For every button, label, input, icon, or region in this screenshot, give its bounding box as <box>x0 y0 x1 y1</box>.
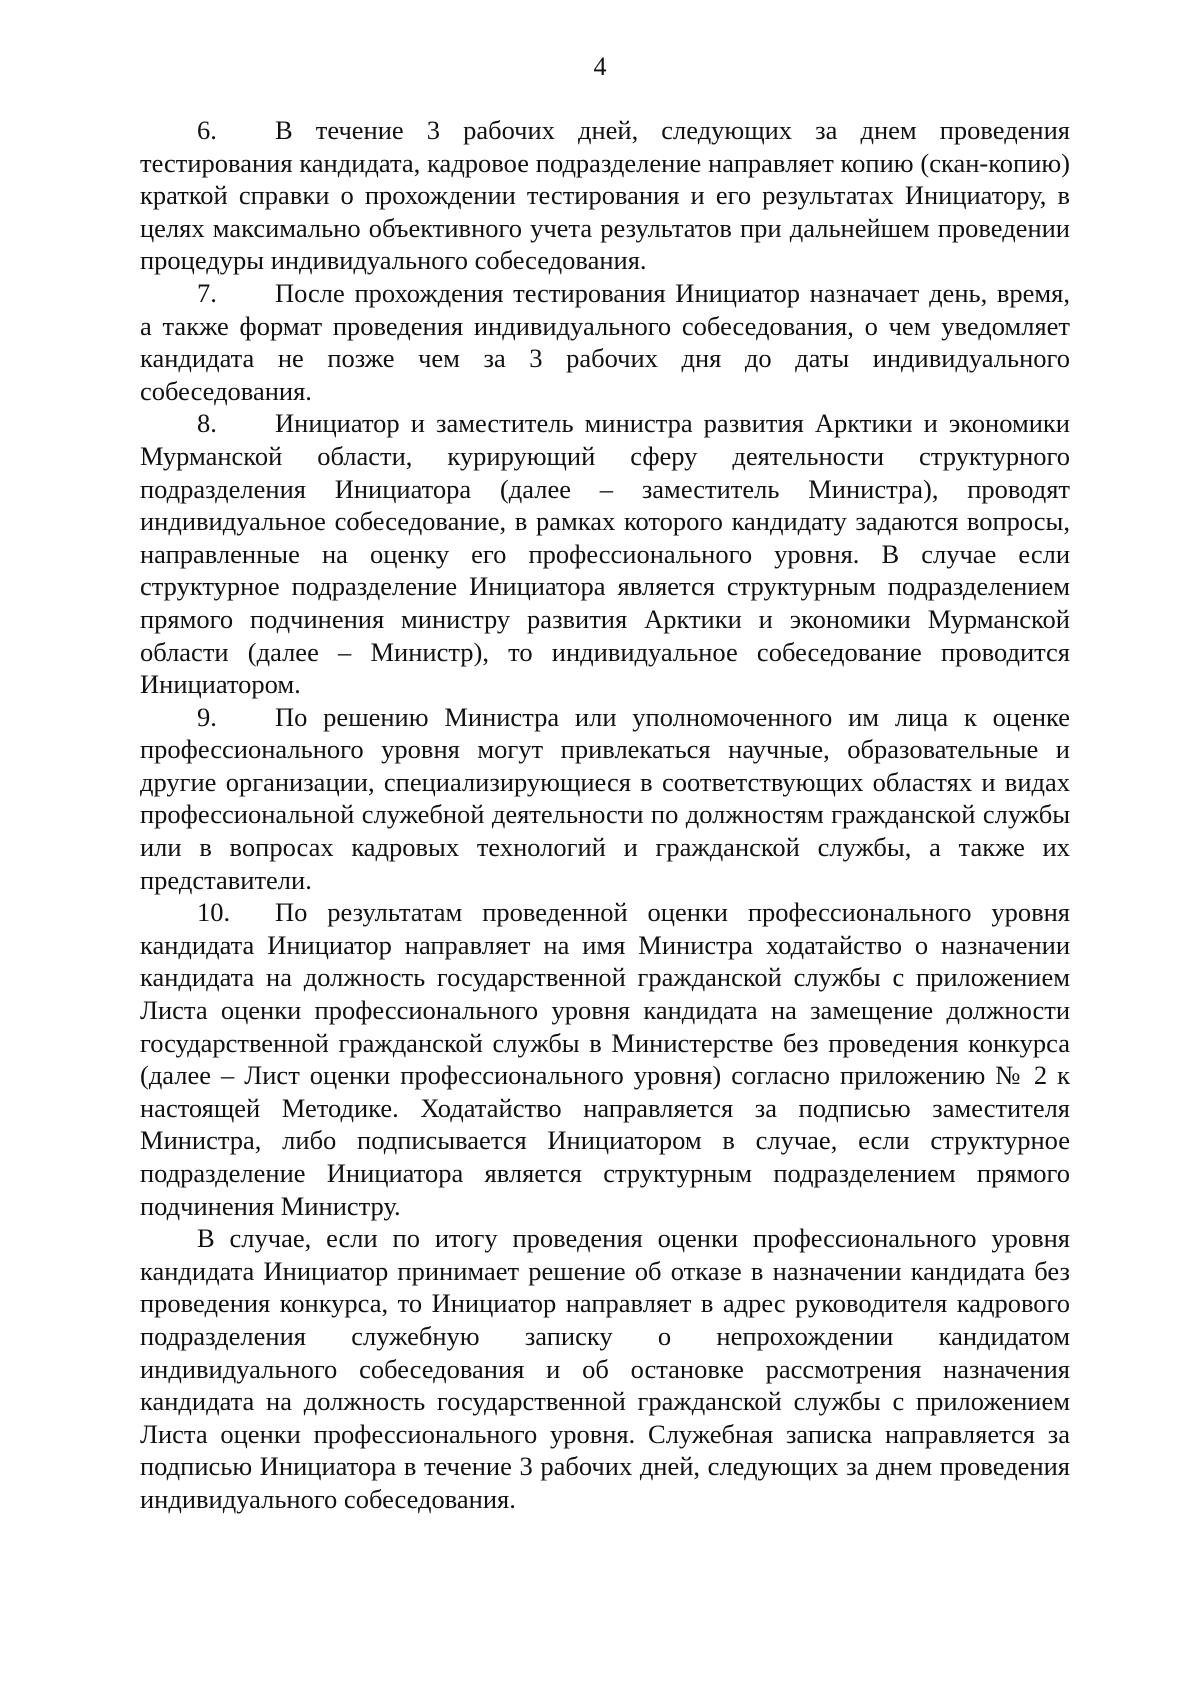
paragraph-refusal <box>140 1222 1070 1515</box>
paragraph-number: 8. <box>197 408 217 439</box>
paragraph-6 <box>140 114 1070 277</box>
paragraph-9 <box>140 701 1070 897</box>
paragraph-10 <box>140 896 1070 1222</box>
paragraph-7 <box>140 277 1070 407</box>
paragraph-text: В случае, если по итогу проведения оценки профессионального уровня кандидата Инициатор принимает решение об отказе в назначении кандидата без проведения конкурса, то Инициатор направляет в адрес руководителя кадрового подразделения служебную записку о непрохождении кандидатом индивидуального собеседования и об остановке рассмотрения назначения кандидата на должность государственной гражданской службы с приложением Листа оценки профессионального уровня. Служебная записка направляется за подписью Инициатора в течение 3 рабочих дней, следующих за днем проведения индивидуального собеседования. <box>140 1223 1070 1514</box>
page-number: 4 <box>593 52 607 81</box>
document-body <box>140 114 1070 1516</box>
paragraph-number: 10. <box>197 897 231 928</box>
paragraph-number: 6. <box>197 115 217 145</box>
paragraph-text: По решению Министра или уполномоченного им лица к оценке профессионального уровня могут привлекаться научные, образовательные и другие организации, специализирующиеся в соответствующих областях и видах профессиональной служебной деятельности по должностям гражданской службы или в вопросах кадровых технологий и гражданской службы, а также их представители. <box>140 701 1070 895</box>
paragraph-number: 9. <box>197 701 217 732</box>
paragraph-text: В течение 3 рабочих дней, следующих за днем проведения тестирования кандидата, кадровое подразделение направляет копию (скан-копию) краткой справки о прохождении тестирования и его результатах Инициатору, в целях максимально объективного учета результатов при дальнейшем проведении процедуры индивидуального собеседования. <box>140 115 1070 276</box>
paragraph-text: По результатам проведенной оценки профессионального уровня кандидата Инициатор направляет на имя Министра ходатайство о назначении кандидата на должность государственной гражданской службы с приложением Листа оценки профессионального уровня кандидата на замещение должности государственной гражданской службы в Министерстве без проведения конкурса (далее – Лист оценки профессионального уровня) согласно приложению № 2 к настоящей Методике. Ходатайство направляется за подписью заместителя Министра, либо подписывается Инициатором в случае, если структурное подразделение Инициатора является структурным подразделением прямого подчинения Министру. <box>140 897 1070 1221</box>
paragraph-number: 7. <box>197 277 217 308</box>
paragraph-8 <box>140 407 1070 700</box>
paragraph-text: Инициатор и заместитель министра развития Арктики и экономики Мурманской области, курирующий сферу деятельности структурного подразделения Инициатора (далее – заместитель Министра), проводят индивидуальное собеседование, в рамках которого кандидату задаются вопросы, направленные на оценку его профессионального уровня. В случае если структурное подразделение Инициатора является структурным подразделением прямого подчинения министру развития Арктики и экономики Мурманской области (далее – Министр), то индивидуальное собеседование проводится Инициатором. <box>140 408 1070 700</box>
paragraph-text: После прохождения тестирования Инициатор назначает день, время, а также формат проведения индивидуального собеседования, о чем уведомляет кандидата не позже чем за 3 рабочих дня до даты индивидуального собеседования. <box>140 277 1070 406</box>
